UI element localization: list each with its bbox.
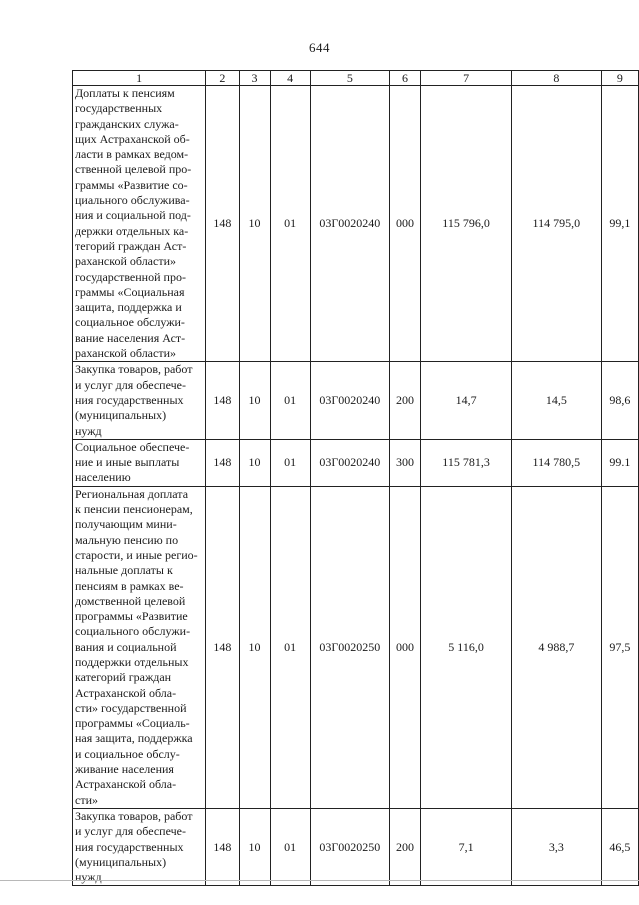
header-cell: 2 bbox=[206, 71, 239, 86]
row-cell-c3: 10 bbox=[239, 808, 270, 885]
row-name-cell: Региональная доплата к пенсии пенсионерам, получающим мини- мальную пенсию по старости, и иные регио- нальные доплаты к пенсиям в рамках ве- домственной целевой программы «Развитие социального обслужи- вания и социальной поддержки отдельных категорий граждан Астраханской обла- сти» государственной программы «Социаль- ная защита, поддержка и социальное обслу- живание населения Астраханской обла- сти» bbox=[73, 486, 206, 808]
table-row bbox=[73, 808, 639, 885]
row-cell-c8: 3,3 bbox=[511, 808, 601, 885]
row-name-cell: Закупка товаров, работ и услуг для обеспече- ния государственных (муниципальных) нужд bbox=[73, 362, 206, 439]
table-row bbox=[73, 439, 639, 486]
header-cell: 3 bbox=[239, 71, 270, 86]
header-cell: 1 bbox=[73, 71, 206, 86]
page-bottom-rule bbox=[0, 880, 639, 881]
row-cell-c6: 000 bbox=[389, 486, 420, 808]
row-cell-c2: 148 bbox=[206, 86, 239, 362]
row-cell-c8: 14,5 bbox=[511, 362, 601, 439]
row-cell-c7: 14,7 bbox=[421, 362, 512, 439]
row-cell-c8: 114 780,5 bbox=[511, 439, 601, 486]
row-cell-c3: 10 bbox=[239, 86, 270, 362]
header-cell: 6 bbox=[389, 71, 420, 86]
row-cell-c3: 10 bbox=[239, 439, 270, 486]
row-cell-c5: 03Г0020240 bbox=[310, 362, 389, 439]
row-cell-c4: 01 bbox=[270, 808, 310, 885]
row-cell-c3: 10 bbox=[239, 362, 270, 439]
row-cell-c5: 03Г0020240 bbox=[310, 439, 389, 486]
row-name-cell: Социальное обеспече- ние и иные выплаты населению bbox=[73, 439, 206, 486]
row-cell-c9: 97,5 bbox=[601, 486, 638, 808]
row-cell-c7: 5 116,0 bbox=[421, 486, 512, 808]
row-cell-c6: 200 bbox=[389, 362, 420, 439]
row-cell-c3: 10 bbox=[239, 486, 270, 808]
table-row bbox=[73, 362, 639, 439]
row-cell-c4: 01 bbox=[270, 362, 310, 439]
row-cell-c5: 03Г0020250 bbox=[310, 486, 389, 808]
row-cell-c7: 115 796,0 bbox=[421, 86, 512, 362]
row-cell-c6: 200 bbox=[389, 808, 420, 885]
row-cell-c9: 98,6 bbox=[601, 362, 638, 439]
row-cell-c8: 114 795,0 bbox=[511, 86, 601, 362]
row-cell-c4: 01 bbox=[270, 86, 310, 362]
row-cell-c7: 7,1 bbox=[421, 808, 512, 885]
row-cell-c5: 03Г0020250 bbox=[310, 808, 389, 885]
row-cell-c8: 4 988,7 bbox=[511, 486, 601, 808]
row-cell-c2: 148 bbox=[206, 439, 239, 486]
page-number: 644 bbox=[309, 40, 330, 55]
header-cell: 7 bbox=[421, 71, 512, 86]
budget-table bbox=[72, 70, 639, 886]
header-cell: 8 bbox=[511, 71, 601, 86]
row-cell-c9: 46,5 bbox=[601, 808, 638, 885]
header-cell: 4 bbox=[270, 71, 310, 86]
row-cell-c5: 03Г0020240 bbox=[310, 86, 389, 362]
header-cell: 5 bbox=[310, 71, 389, 86]
table-header-row bbox=[73, 71, 639, 86]
row-cell-c9: 99.1 bbox=[601, 439, 638, 486]
header-cell: 9 bbox=[601, 71, 638, 86]
row-cell-c2: 148 bbox=[206, 486, 239, 808]
row-cell-c6: 000 bbox=[389, 86, 420, 362]
row-name-cell: Закупка товаров, работ и услуг для обеспече- ния государственных (муниципальных) нужд bbox=[73, 808, 206, 885]
table-row bbox=[73, 86, 639, 362]
row-cell-c9: 99,1 bbox=[601, 86, 638, 362]
row-cell-c4: 01 bbox=[270, 439, 310, 486]
table-row bbox=[73, 486, 639, 808]
row-cell-c2: 148 bbox=[206, 808, 239, 885]
row-cell-c4: 01 bbox=[270, 486, 310, 808]
row-cell-c2: 148 bbox=[206, 362, 239, 439]
row-name-cell: Доплаты к пенсиям государственных гражданских служа- щих Астраханской об- ласти в рамках ведом- ственной целевой про- граммы «Развитие со- циального обслужива- ния и социальной под- держки отдельных ка- тегорий граждан Аст- раханской области» государственной про- граммы «Социальная защита, поддержка и социальное обслужи- вание населения Аст- раханской области» bbox=[73, 86, 206, 362]
row-cell-c7: 115 781,3 bbox=[421, 439, 512, 486]
row-cell-c6: 300 bbox=[389, 439, 420, 486]
